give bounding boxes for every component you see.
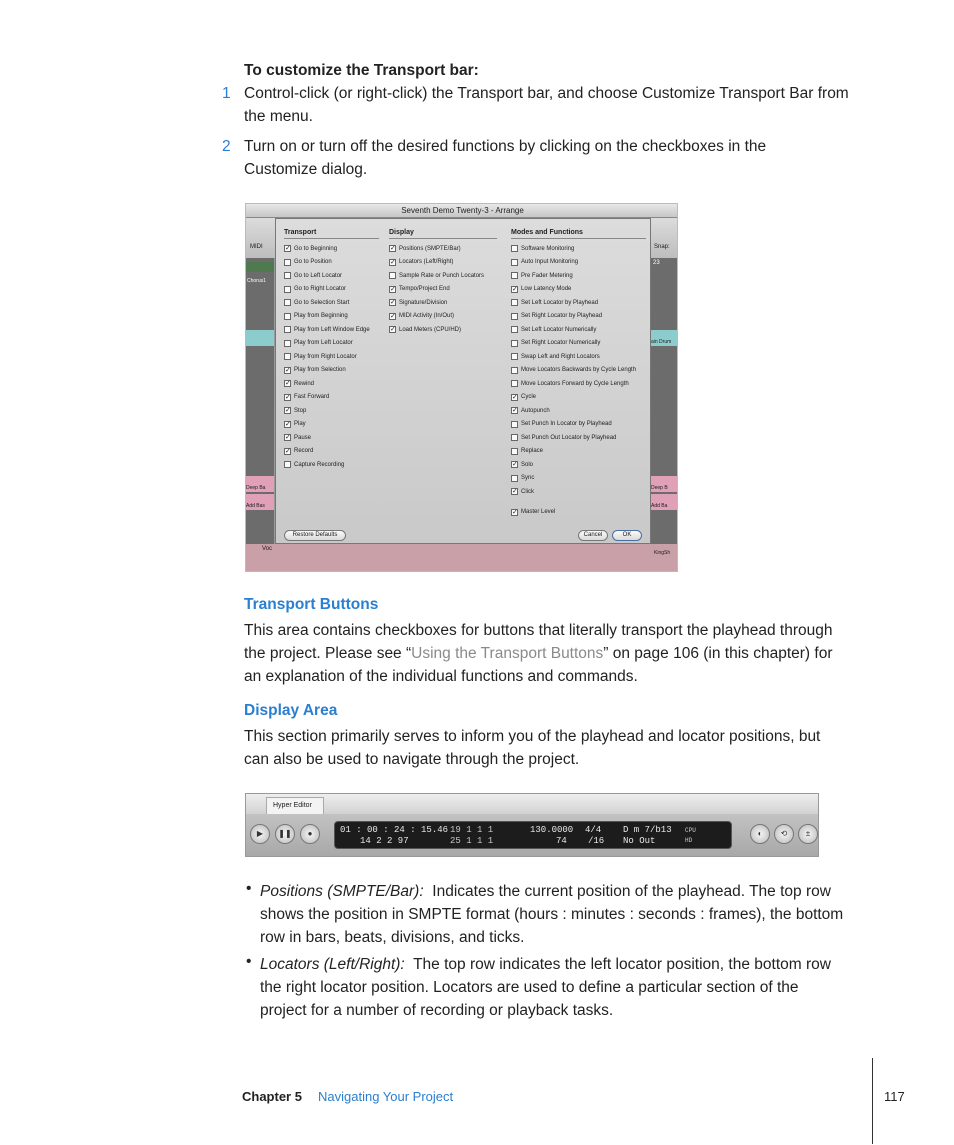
option-label: Tempo/Project End <box>399 286 450 292</box>
column-divider <box>389 238 497 239</box>
hd-meter-label: HD <box>685 837 693 844</box>
option-row[interactable] <box>284 258 332 267</box>
key-display: D m 7/b13 <box>623 825 672 835</box>
track-list-left <box>246 258 274 572</box>
region-label: Add Ba <box>651 503 668 509</box>
step-text: Turn on or turn off the desired functions by clicking on the checkboxes in the <box>244 138 767 155</box>
tempo: 130.0000 <box>530 825 574 835</box>
checkbox[interactable] <box>511 353 518 360</box>
option-label: Load Meters (CPU/HD) <box>399 326 462 333</box>
option-row[interactable] <box>511 339 600 348</box>
bullet-line: project for a number of recording or playback tasks. <box>260 1002 614 1019</box>
checkbox[interactable] <box>511 313 518 320</box>
option-row[interactable] <box>511 460 533 469</box>
option-label: Sample Rate or Punch Locators <box>399 272 485 279</box>
checkbox[interactable] <box>511 421 518 428</box>
bullet-line: row in bars, beats, divisions, and ticks. <box>260 929 525 946</box>
midi-label: MIDI <box>250 244 263 250</box>
region-label: KingSh <box>654 550 671 556</box>
editor-tab-bar <box>246 794 819 814</box>
cross-reference-link[interactable]: Using the Transport Buttons <box>411 645 604 662</box>
checkbox[interactable]: ✓ <box>285 447 291 455</box>
column-title-modes: Modes and Functions <box>511 229 583 236</box>
section-heading-display-area: Display Area <box>244 702 338 719</box>
checkbox[interactable] <box>284 272 291 279</box>
option-label: Set Punch Out Locator by Playhead <box>521 434 617 441</box>
option-label: Swap Left and Right Locators <box>521 353 600 360</box>
option-label: Click <box>521 488 534 495</box>
region <box>651 330 678 346</box>
option-row[interactable] <box>284 271 342 280</box>
paragraph-line: can also be used to navigate through the project. <box>244 751 580 768</box>
checkbox[interactable]: ✓ <box>512 407 518 414</box>
option-row[interactable] <box>284 379 314 388</box>
region-label: Deep B <box>651 485 668 491</box>
text: Indicates the current position of the playhead. The top row <box>432 883 831 900</box>
option-row[interactable] <box>284 406 306 415</box>
option-label: Replace <box>521 448 544 454</box>
option-label: Sync <box>521 475 535 481</box>
checkbox[interactable] <box>284 286 291 293</box>
step-text: Customize dialog. <box>244 161 368 178</box>
option-label: Record <box>294 448 314 454</box>
option-label: Play from Beginning <box>294 313 348 319</box>
option-label: Locators (Left/Right) <box>399 259 454 265</box>
paragraph-line: an explanation of the individual functions and commands. <box>244 668 638 685</box>
right-locator: 25 1 1 1 <box>450 836 494 846</box>
option-row[interactable] <box>284 325 370 334</box>
snap-label: Snap: <box>654 244 670 250</box>
option-label: Play from Selection <box>294 367 346 373</box>
region <box>246 330 274 346</box>
bar-number: 23 <box>653 260 660 266</box>
checkbox[interactable] <box>511 326 518 333</box>
option-row[interactable] <box>511 366 636 375</box>
division: /16 <box>588 836 605 846</box>
section-heading-transport-buttons: Transport Buttons <box>244 596 379 613</box>
bullet-line: shows the position in SMPTE format (hours : minutes : seconds : frames), the bottom <box>260 906 844 923</box>
region <box>651 476 678 492</box>
restore-defaults-button[interactable]: Restore Defaults <box>284 530 346 541</box>
option-label: Master Level <box>521 509 556 515</box>
record-icon[interactable]: ● <box>300 824 320 844</box>
option-label: Capture Recording <box>294 461 345 468</box>
checkbox[interactable]: ✓ <box>390 326 396 333</box>
option-label: Go to Selection Start <box>294 299 350 306</box>
bar-position: 14 2 2 97 <box>360 836 409 846</box>
option-label: Pre Fader Metering <box>521 272 573 279</box>
bullet-line: the right locator position. Locators are used to define a particular section of the <box>260 979 799 996</box>
checkbox[interactable]: ✓ <box>512 393 518 401</box>
bullet-line <box>260 953 831 976</box>
region-label: ain Drum <box>651 339 672 345</box>
column-divider <box>511 238 646 239</box>
cpu-meter-label: CPU <box>685 827 696 834</box>
checkbox[interactable]: ✓ <box>285 393 291 401</box>
step-number: 2 <box>222 138 231 155</box>
option-row[interactable] <box>389 244 461 253</box>
option-label: Move Locators Backwards by Cycle Length <box>521 367 637 373</box>
paragraph-line: This section primarily serves to inform you of the playhead and locator positions, but <box>244 728 821 745</box>
checkbox[interactable] <box>511 299 518 306</box>
checkbox[interactable] <box>511 475 518 482</box>
checkbox[interactable] <box>284 299 291 306</box>
checkbox[interactable]: ✓ <box>390 258 396 266</box>
option-row[interactable] <box>511 312 602 321</box>
tuner-icon[interactable]: ± <box>798 824 818 844</box>
bullet-dot: • <box>246 880 252 897</box>
checkbox[interactable] <box>284 461 291 468</box>
option-row[interactable] <box>284 460 344 469</box>
option-row[interactable] <box>389 325 461 334</box>
option-label: Software Monitoring <box>521 245 575 252</box>
checkbox[interactable] <box>389 272 396 279</box>
footer-chapter: Chapter 5 <box>242 1089 302 1104</box>
checkbox[interactable] <box>511 448 518 455</box>
option-row[interactable] <box>284 244 337 253</box>
transport-bar-screenshot <box>245 793 819 857</box>
tab-hyper-editor[interactable]: Hyper Editor <box>266 797 324 814</box>
option-label: Play from Left Locator <box>294 340 353 346</box>
region <box>651 494 678 510</box>
checkbox[interactable] <box>511 367 518 374</box>
step-text: the menu. <box>244 108 313 125</box>
option-row[interactable] <box>511 298 598 307</box>
column-title-display: Display <box>389 229 414 236</box>
checkbox[interactable] <box>284 259 291 266</box>
region <box>246 494 274 510</box>
transport-display[interactable] <box>334 821 732 849</box>
option-label: Cycle <box>521 394 537 400</box>
project-end: 74 <box>556 836 567 846</box>
window-titlebar <box>246 204 678 218</box>
option-row[interactable] <box>511 352 600 361</box>
option-label: Set Left Locator by Playhead <box>521 299 599 306</box>
checkbox[interactable] <box>511 434 518 441</box>
option-label: Auto Input Monitoring <box>521 259 579 265</box>
option-label: Set Right Locator by Playhead <box>521 313 603 319</box>
option-row[interactable] <box>511 433 616 442</box>
region-label: Add Bas <box>246 503 265 509</box>
window-title: Seventh Demo Twenty-3 - Arrange <box>401 206 524 215</box>
column-divider <box>284 238 379 239</box>
region-label: Chorus1 <box>247 278 266 284</box>
cycle-icon[interactable]: ⟲ <box>774 824 794 844</box>
option-label: Play from Right Locator <box>294 353 357 360</box>
option-row[interactable] <box>511 447 543 456</box>
checkbox[interactable]: ✓ <box>390 245 396 252</box>
checkbox[interactable] <box>284 313 291 320</box>
paragraph-line <box>244 642 832 665</box>
option-row[interactable] <box>284 312 348 321</box>
option-row[interactable] <box>511 508 555 517</box>
option-row[interactable] <box>511 271 573 280</box>
option-label: Autopunch <box>521 407 550 414</box>
option-label: Pause <box>294 434 312 441</box>
option-row[interactable] <box>389 312 454 321</box>
bullet-term: Positions (SMPTE/Bar): <box>260 883 424 900</box>
option-row[interactable] <box>284 352 357 361</box>
checkbox[interactable]: ✓ <box>390 285 396 293</box>
checkbox[interactable]: ✓ <box>285 420 291 428</box>
option-row[interactable] <box>511 393 536 402</box>
checkbox[interactable] <box>511 259 518 266</box>
footer-divider <box>872 1058 873 1144</box>
left-locator: 19 1 1 1 <box>450 825 494 835</box>
option-label: Set Left Locator Numerically <box>521 326 597 333</box>
option-row[interactable] <box>389 285 450 294</box>
ok-button[interactable]: OK <box>612 530 642 541</box>
option-row[interactable] <box>284 339 353 348</box>
option-row[interactable] <box>511 379 629 388</box>
customize-transport-dialog <box>275 218 651 544</box>
option-label: Positions (SMPTE/Bar) <box>399 245 461 252</box>
checkbox[interactable]: ✓ <box>285 380 291 387</box>
checkbox[interactable] <box>511 340 518 347</box>
procedure-heading: To customize the Transport bar: <box>244 62 479 79</box>
footer-chapter-title: Navigating Your Project <box>318 1089 454 1104</box>
option-row[interactable] <box>389 298 447 307</box>
bullet-term: Locators (Left/Right): <box>260 956 405 973</box>
option-label: Stop <box>294 407 307 414</box>
checkbox[interactable] <box>511 272 518 279</box>
checkbox[interactable] <box>284 353 291 360</box>
play-icon[interactable]: ▶ <box>250 824 270 844</box>
option-row[interactable] <box>284 285 346 294</box>
checkbox[interactable]: ✓ <box>512 508 518 516</box>
customize-dialog-screenshot <box>245 203 678 572</box>
signature: 4/4 <box>585 825 602 835</box>
page-number: 117 <box>884 1089 905 1104</box>
option-label: Play <box>294 421 306 427</box>
option-label: Rewind <box>294 380 315 387</box>
option-row[interactable] <box>511 474 534 483</box>
checkbox[interactable]: ✓ <box>285 366 291 374</box>
option-row[interactable] <box>511 258 578 267</box>
smpte-position: 01 : 00 : 24 : 15.46 <box>340 825 449 835</box>
option-label: Set Right Locator Numerically <box>521 340 601 346</box>
option-row[interactable] <box>284 366 346 375</box>
checkbox[interactable]: ✓ <box>512 488 518 495</box>
checkbox[interactable] <box>511 380 518 387</box>
option-label: Signature/Division <box>399 299 448 306</box>
text: the project. Please see “ <box>244 645 412 662</box>
region-label: Voc <box>262 546 273 552</box>
option-row[interactable] <box>511 406 550 415</box>
option-label: Low Latency Mode <box>521 286 572 292</box>
option-label: Go to Position <box>294 259 332 265</box>
low-latency-icon[interactable]: ◐ <box>750 824 770 844</box>
step-number: 1 <box>222 85 231 102</box>
option-label: Go to Left Locator <box>294 272 343 279</box>
option-label: Go to Beginning <box>294 245 338 252</box>
option-row[interactable] <box>389 271 484 280</box>
checkbox[interactable]: ✓ <box>512 461 518 468</box>
track-list-right <box>651 258 678 572</box>
option-row[interactable] <box>284 420 306 429</box>
cancel-button[interactable]: Cancel <box>578 530 608 541</box>
pause-icon[interactable]: ❚❚ <box>275 824 295 844</box>
checkbox[interactable]: ✓ <box>390 299 396 306</box>
option-row[interactable] <box>511 487 534 496</box>
option-row[interactable] <box>284 298 349 307</box>
option-label: Fast Forward <box>294 394 330 400</box>
option-label: Solo <box>521 461 534 468</box>
text: The top row indicates the left locator position, the bottom row <box>413 956 831 973</box>
option-row[interactable] <box>284 393 329 402</box>
checkbox[interactable]: ✓ <box>285 245 291 252</box>
option-label: Go to Right Locator <box>294 286 347 292</box>
option-row[interactable] <box>284 447 313 456</box>
checkbox[interactable] <box>511 245 518 252</box>
option-row[interactable] <box>389 258 453 267</box>
option-row[interactable] <box>284 433 311 442</box>
bullet-line <box>260 880 831 903</box>
option-row[interactable] <box>511 285 571 294</box>
option-label: MIDI Activity (In/Out) <box>399 313 455 319</box>
option-label: Play from Left Window Edge <box>294 326 370 333</box>
option-label: Move Locators Forward by Cycle Length <box>521 380 629 387</box>
option-row[interactable] <box>511 325 596 334</box>
checkbox[interactable]: ✓ <box>285 407 291 414</box>
option-row[interactable] <box>511 244 574 253</box>
option-row[interactable] <box>511 420 612 429</box>
region <box>246 476 274 492</box>
bullet-dot: • <box>246 953 252 970</box>
checkbox[interactable]: ✓ <box>285 434 291 441</box>
checkbox[interactable] <box>284 340 291 347</box>
text: ” on page 106 (in this chapter) for <box>603 645 833 662</box>
region-label: Deep Ba <box>246 485 266 491</box>
audio-track-row <box>246 544 678 572</box>
paragraph-line: This area contains checkboxes for buttons that literally transport the playhead through <box>244 622 833 639</box>
checkbox[interactable]: ✓ <box>512 285 518 293</box>
option-label: Set Punch In Locator by Playhead <box>521 421 612 427</box>
column-title-transport: Transport <box>284 229 317 236</box>
region <box>246 262 274 272</box>
checkbox[interactable] <box>284 326 291 333</box>
checkbox[interactable]: ✓ <box>390 312 396 320</box>
midi-out-display: No Out <box>623 836 656 846</box>
step-text: Control-click (or right-click) the Transport bar, and choose Customize Transport Bar from <box>244 85 849 102</box>
